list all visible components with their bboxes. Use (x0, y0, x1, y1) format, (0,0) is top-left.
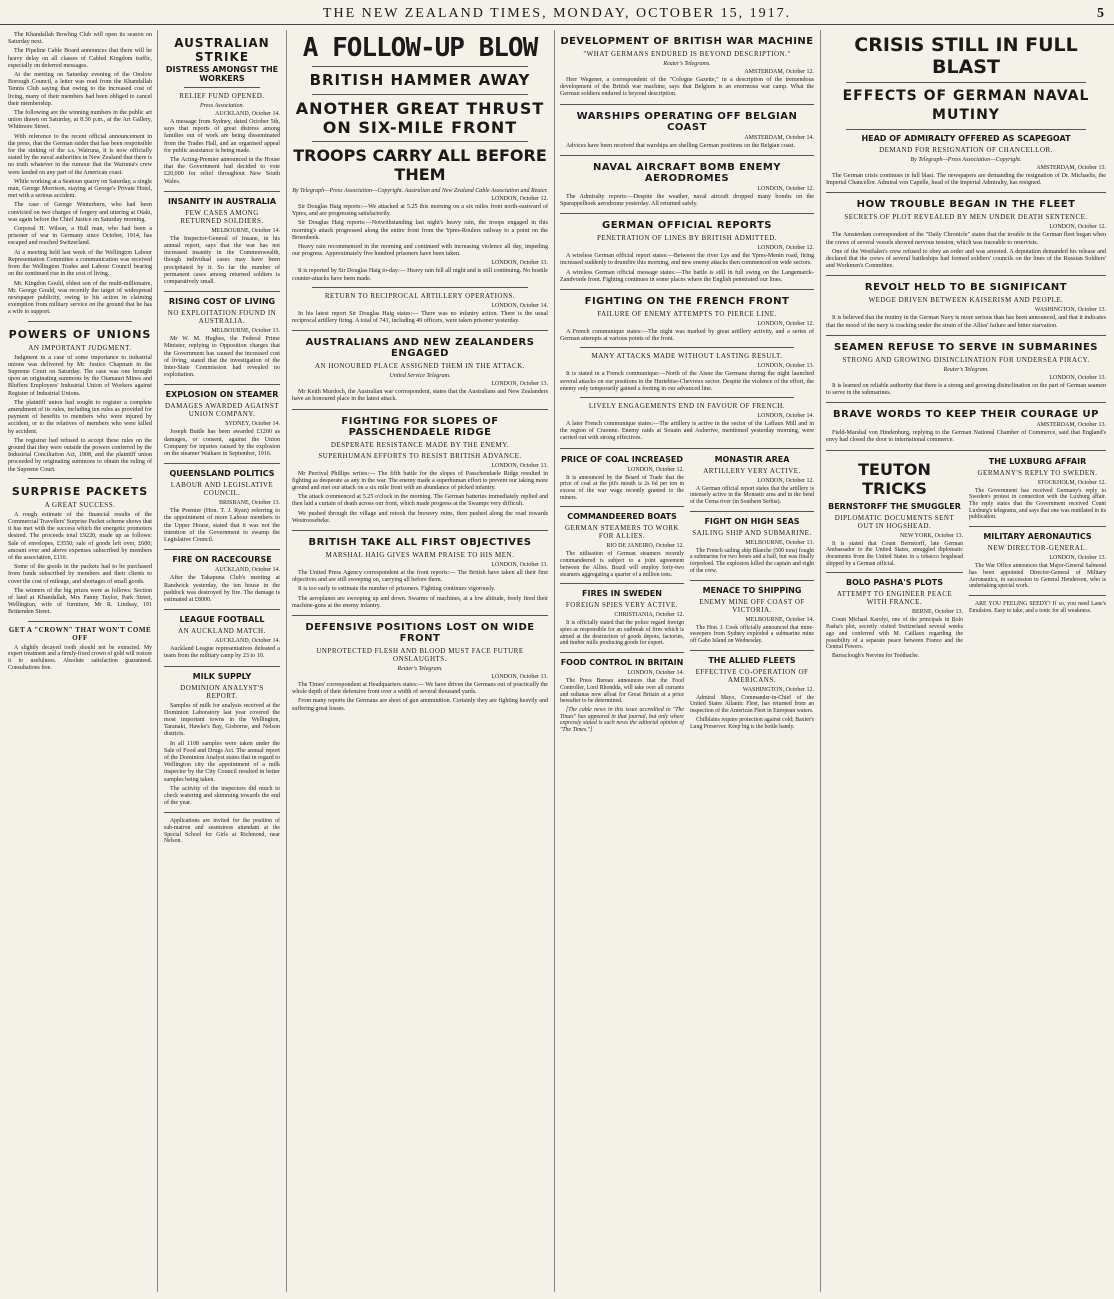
column-5 (822, 30, 1110, 1292)
paragraph: The Khandallah Bowling Club will open its season on Saturday next. (8, 32, 152, 46)
article-headline: MENACE TO SHIPPING (702, 585, 802, 595)
dateline: LONDON, October 13. (491, 381, 548, 388)
article-subhead: LIVELY ENGAGEMENTS END IN FAVOUR OF FRENCH. (588, 402, 786, 411)
divider (560, 104, 814, 105)
paragraph: The Press Bureau announces that the Food Controller, Lord Rhondda, will take over all currants and sultanas now afloat for Great Britain at a price hereafter to be determined. (560, 678, 684, 705)
dateline: LONDON, October 13. (491, 674, 548, 681)
paragraph: The plaintiff union had sought to register a complete amendment of its rules, including ten rules as provided for payment of benefits to members who were injured by accident, or to the relatives of members who were killed by accident. (8, 399, 152, 435)
divider (560, 448, 814, 449)
article-headline: FIGHTING FOR SLOPES OF PASSCHENDAELE RIDGE (341, 415, 499, 438)
dateline: LONDON, October 14. (627, 670, 684, 677)
divider (690, 580, 814, 581)
divider (560, 155, 814, 156)
paragraph: It is reported by Sir Douglas Haig to-day:— Heavy rain fell all night and is still continuing. No hostile counter-attacks have been made. (292, 268, 548, 282)
dateline: AUCKLAND, October 14. (215, 111, 280, 117)
main-subheadline: TROOPS CARRY ALL BEFORE THEM (293, 146, 547, 184)
two-column-block (826, 456, 1106, 662)
paragraph: The case of George Winterburn, who had been convicted on two charges of forgery and uttering at Otaki, was again before the Chief Justice on Saturday morning. (8, 202, 152, 223)
article-headline: MONASTIR AREA (714, 454, 790, 464)
article-subhead: UNPROTECTED FLESH AND BLOOD MUST FACE FUTURE ONSLAUGHTS. (316, 647, 524, 664)
dateline: LONDON, October 13. (491, 260, 548, 267)
divider (826, 450, 1106, 451)
column-2 (160, 30, 284, 1292)
paragraph: A German official report states that the artillery is intensely active in the Monastir area and in the bend of the Cerna river (in Southern Serbia). (690, 485, 814, 506)
paragraph: A rough estimate of the financial results of the Commercial Travellers' Surprise Packet scheme shows that it has met with the success which the energetic promoters desired. The proceeds total £9220, made up as follows: Sale of envelopes, £3550; sale of goods left over, £600; amount over and above expenses subscribed by members of the association, £110. (8, 511, 152, 561)
divider (164, 384, 280, 385)
main-subheadline: ANOTHER GREAT THRUST ON SIX-MILE FRONT (295, 99, 545, 137)
article-headline: BRITISH TAKE ALL FIRST OBJECTIVES (308, 537, 532, 549)
paragraph: The Pipeline Cable Board announces that there will be heavy delay on all classes of Cabled Kingdom traffic, especially on deferred messages. (8, 48, 152, 69)
dateline: MELBOURNE, October 13. (745, 539, 814, 546)
divider (580, 397, 794, 398)
masthead (0, 6, 1114, 25)
dateline: MELBOURNE, October 13. (211, 328, 280, 335)
article-headline: FIRES IN SWEDEN (582, 589, 662, 599)
column-4 (556, 30, 818, 1292)
article-subhead: WEDGE DRIVEN BETWEEN KAISERISM AND PEOPLE. (868, 296, 1064, 305)
dateline: BRISBANE, October 13. (219, 500, 280, 507)
article-headline: BOLO PASHA'S PLOTS (846, 578, 943, 588)
page-number: 5 (1097, 6, 1104, 21)
divider (846, 129, 1086, 130)
editorial-note: [The cable news in this issue accredited to "The Times" has appeared in that journal, but only where expressly stated is such news the editorial opinion of "The Times."] (560, 706, 684, 734)
wire-credit: Reuter's Telegrams. (663, 61, 711, 67)
divider (164, 291, 280, 292)
article-headline: FIGHT ON HIGH SEAS (704, 516, 800, 526)
paragraph: The Hon. J. Cook officially announced that mine-sweepers from Sydney exploded a submarine mine off Gabo Island on Wednesday. (690, 624, 814, 644)
article-subhead: SUPERHUMAN EFFORTS TO RESIST BRITISH ADVANCE. (318, 451, 522, 460)
sub-column-left (560, 454, 684, 736)
article-subhead: NO EXPLOITATION FOUND IN AUSTRALIA. (167, 309, 277, 326)
paragraph: We pushed through the village and retook the brewery ruins, then pushed along the road towards Westroosebeke. (292, 510, 548, 524)
paragraph: Admiral Mayo, Commander-in-Chief of the United States Atlantic Fleet, has returned from an inspection of the American Fleet in European waters. (690, 694, 814, 715)
article-subhead: MANY ATTACKS MADE WITHOUT LASTING RESULT. (591, 352, 783, 361)
paragraph: It is stated that Count Bernstorff, late German Ambassador to the United States, smuggled diplomatic documents from the United States in a tobacco hogshead shipped by a German official. (826, 540, 963, 567)
dateline: LONDON, October 12. (1049, 224, 1106, 231)
divider (580, 347, 794, 348)
wire-credit: Press Association. (199, 103, 244, 109)
article-headline: THE ALLIED FLEETS (708, 655, 796, 665)
article-subhead: A GREAT SUCCESS. (44, 500, 116, 509)
paragraph: At the meeting on Saturday evening of the Onslow Borough Council, a letter was read from the Khandallah Tennis Club saying that owing to the increased cost of living, many of their members had been obliged to cancel their membership. (8, 72, 152, 107)
article-headline: AUSTRALIANS AND NEW ZEALANDERS ENGAGED (305, 337, 535, 360)
article-headline: MILK SUPPLY (192, 671, 252, 681)
article-headline: FIRE ON RACECOURSE (172, 555, 272, 565)
dateline: CHRISTIANIA, October 12. (614, 612, 684, 619)
divider (292, 615, 548, 616)
paragraph: Sir Douglas Haig reports:—Notwithstanding last night's heavy rain, the troops engaged in this morning's attack progressed along the entire front from the Ypres-Roulers railway to a point on the Broenbeek. (292, 220, 548, 241)
article-subhead: PENETRATION OF LINES BY BRITISH ADMITTED. (596, 234, 778, 243)
article-subhead: RELIEF FUND OPENED. (179, 92, 265, 100)
paragraph: The registrar had refused to accept these rules on the ground that they were outside the powers conferred by the Industrial Conciliation Act, 1908, and the plaintiff union proceeded by originating summons to obtain the ruling of the Supreme Court. (8, 437, 152, 473)
divider (826, 335, 1106, 336)
divider (560, 213, 814, 214)
paragraph: Heavy rain recommenced in the morning and continued with increasing violence all day, impeding our progress. Approximately five hundred prisoners have been taken. (292, 244, 548, 258)
article-subhead: DIPLOMATIC DOCUMENTS SENT OUT IN HOGSHEAD. (834, 513, 955, 530)
paragraph: The United Press Agency correspondent at the front reports:— The British have taken all their first objectives and are still sweeping on, carrying all before them. (292, 570, 548, 584)
article-subhead: LABOUR AND LEGISLATIVE COUNCIL. (170, 481, 274, 498)
paragraph: The French sailing ship Blanche (500 tons) fought a submarine for two hours and a half, but was finally torpedoed. The explosion killed the captain and eight of the crew. (690, 547, 814, 574)
paragraph: Count Michael Karolyi, one of the principals in Bolo Pasha's plot, secretly visited Switzerland several weeks ago and conferred with M. Caillaux regarding the possibility of a separate peace between France and the Central Powers. (826, 617, 963, 651)
column-3 (288, 30, 552, 1292)
paragraph: While working at a Seatoun quarry on Saturday, a single man, George Morrison, staying at George's Private Hotel, met with a serious accident. (8, 178, 152, 200)
wire-credit: Reuter's Telegram. (943, 366, 989, 373)
sub-column-right (969, 456, 1106, 662)
dateline: AUCKLAND, October 14. (215, 638, 280, 645)
article-subhead: FAILURE OF ENEMY ATTEMPTS TO PIERCE LINE. (597, 310, 777, 319)
divider (28, 621, 132, 622)
paragraph: The activity of the inspectors did much to check watering and skimming towards the end of the year. (164, 785, 280, 807)
article-headline: AUSTRALIAN STRIKE (174, 36, 270, 64)
article-subhead: NEW DIRECTOR-GENERAL. (987, 544, 1088, 553)
article-headline: DEVELOPMENT OF BRITISH WAR MACHINE (560, 36, 814, 47)
article-subhead: ENEMY MINE OFF COAST OF VICTORIA. (699, 597, 805, 614)
paragraph: A message from Sydney, dated October 5th, says that reports of great distress among families out of work are being disseminated from the Trades Hall, and an organised appeal for public assistance is being made. (164, 119, 280, 154)
divider (826, 572, 963, 573)
divider (969, 526, 1106, 527)
paragraph: The Admiralty reports:—Despite the weather, naval aircraft dropped many bombs on the Sparappelhoek aerodrome yesterday. All returned safely. (560, 193, 814, 208)
dateline: STOCKHOLM, October 12. (1037, 479, 1106, 486)
divider (312, 141, 528, 142)
paragraph: The Acting-Premier announced in the House that the Government had decided to vote £20,000 for relief throughout New South Wales. (164, 157, 280, 185)
paragraph: Some of the goods in the packets had to be purchased from funds subscribed by members and their clients to cover the cost of mileage, and shortages of small goods. (8, 564, 152, 585)
paragraph: The Times' correspondent at Headquarters states:— We have driven the Germans out of practically the whole depth of their defensive front over a width of several thousand yards. (292, 682, 548, 696)
paragraph: It is believed that the mutiny in the German Navy is more serious than has been announced, and that it indicates that the mood of the navy is cracking under the strain of the Allies' failure and bitter starvation. (826, 315, 1106, 329)
divider (292, 409, 548, 410)
divider (826, 275, 1106, 276)
article-headline: RISING COST OF LIVING (168, 297, 276, 307)
dateline: LONDON, October 12. (757, 245, 814, 252)
column-rule (820, 30, 821, 1292)
main-subheadline: BRITISH HAMMER AWAY (309, 71, 531, 89)
paragraph: Samples of milk for analysis received at the Dominion Laboratory last year covered the most important towns in the Wellington, Taranaki, Hawke's Bay, Gisborne, and Nelson districts. (164, 702, 280, 738)
column-rule (554, 30, 555, 1292)
paragraph: It is officially stated that the police regard foreign spies as responsible for an outbreak of fires which is aimed at the destruction of goods depots, factories, and timber mills producing goods for export. (560, 620, 684, 647)
dateline: WASHINGTON, October 13. (1034, 307, 1106, 314)
divider (164, 463, 280, 464)
article-headline: COMMANDEERED BOATS (567, 512, 677, 522)
dateline: LONDON, October 12. (627, 466, 684, 473)
article-subhead: HEAD OF ADMIRALTY OFFERED AS SCAPEGOAT (861, 134, 1071, 143)
paragraph: The Inspector-General of Insane, in his annual report, says that the war has not increased insanity in the Commonwealth, though individual cases may have been precipitated by it. So far the number of permanent cases among returned soldiers is comparatively small. (164, 235, 280, 286)
dateline: LONDON, October 12. (757, 321, 814, 328)
dateline: LONDON, October 12. (757, 185, 814, 192)
article-headline: QUEENSLAND POLITICS (169, 469, 275, 479)
paragraph: A wireless German official report states:—Between the river Lys and the Ypres-Menin road, firing increased suddenly to drumfire this morning, and new enemy attacks then commenced on wide sectors. (560, 253, 814, 267)
paragraph: Herr Wegener, a correspondent of the "Cologne Gazette," in a description of the tremendous development of the British war machine, says that Belgium is an enormous war camp. What the German soldiers endured is beyond description. (560, 77, 814, 98)
advert-text: Chilblains require protection against cold; Baxter's Lung Preserver. Keep big is the bottle handy. (690, 716, 814, 730)
divider (312, 94, 528, 95)
paragraph: One of the Westfalen's crew refused to obey an order and was arrested. A deputation demanded his release and declared that the crews of several battleships had formed soldiers' councils on the lines of the Russian Soldiers' and Workmen's Committee. (826, 248, 1106, 270)
divider (164, 609, 280, 610)
article-headline: FIGHTING ON THE FRENCH FRONT (584, 296, 790, 308)
article-subhead: EFFECTIVE CO-OPERATION OF AMERICANS. (695, 667, 809, 684)
advert-text: A slightly decayed tooth should not be extracted. My expert treatment and a firmly-fixed crown of gold will restore it to usefulness. Absolute satisfaction guaranteed. Consultations free. (8, 644, 152, 671)
divider (28, 478, 132, 479)
article-subhead: "WHAT GERMANS ENDURED IS BEYOND DESCRIPTION." (583, 50, 791, 58)
paragraph: Joseph Buttle has been awarded £1200 as damages, or consent, against the Union Company for injuries caused by the explosion on the steamer Waikare in September, 1916. (164, 429, 280, 458)
divider (826, 192, 1106, 193)
divider (690, 511, 814, 512)
article-subhead: ATTEMPT TO ENGINEER PEACE WITH FRANCE. (836, 590, 953, 607)
divider (560, 506, 684, 507)
article-subhead: GERMANY'S REPLY TO SWEDEN. (977, 468, 1098, 477)
article-headline: HOW TROUBLE BEGAN IN THE FLEET (856, 199, 1076, 211)
paragraph: The aeroplanes are swooping up and down. Swarms of machines, at a low altitude, freely fired their machine-guns at the enemy infantry. (292, 595, 548, 609)
paragraph: A wireless German official message states:—The battle is still in full swing on the Langemarck-Zandvorde front. Fighting continues in some places where the English penetrated our lines. (560, 269, 814, 283)
article-subhead: STRONG AND GROWING DISINCLINATION FOR UNDERSEA PIRACY. (842, 355, 1090, 364)
paragraph: The Government has received Germany's reply to Sweden's protest in connection with the Luxburg affair. The reply states that the Government received Count Luxburg's telegrams, and says that one was mutilated in its publication. (969, 487, 1106, 521)
article-headline: TEUTON TRICKS (858, 459, 931, 498)
article-headline: SURPRISE PACKETS (11, 484, 149, 498)
paragraph: The Premier (Hon. T. J. Ryan) referring to the appointment of more Labour members to the Upper House, stated that it was not the intention of the Government to swamp the Legislative Council. (164, 508, 280, 544)
paragraph: Advices have been received that warships are shelling German positions on the Belgian coast. (566, 142, 796, 149)
wire-credit: United Service Telegram. (389, 373, 451, 380)
divider (164, 549, 280, 550)
article-headline: REVOLT HELD TO BE SIGNIFICANT (864, 282, 1068, 294)
paragraph: It is stated in a French communique:—North of the Aisne the Germans during the night launched several attacks on our positions in the Hurtebise-Chevreux sector. Despite the violence of the effort, the enemy only temporarily gained a footing in our advanced line. (560, 371, 814, 392)
main-headline: CRISIS STILL IN FULL BLAST (854, 34, 1078, 78)
paragraph: The utilisation of German steamers recently commandeered is subject to a joint agreement between the Allies. Brazil will employ forty-two steamers aggregating a quarter of a million tons. (560, 551, 684, 578)
article-subhead: AN HONOURED PLACE ASSIGNED THEM IN THE ATTACK. (314, 362, 526, 371)
article-subhead: MARSHAL HAIG GIVES WARM PRAISE TO HIS MEN. (325, 551, 515, 560)
divider (292, 530, 548, 531)
paragraph: It is learned on reliable authority that there is a strong and growing disinclination on the part of German seamen to serve in the submarines. (826, 382, 1106, 397)
article-headline: PRICE OF COAL INCREASED (561, 454, 683, 464)
article-headline: BRAVE WORDS TO KEEP THEIR COURAGE UP (833, 409, 1099, 421)
divider (560, 652, 684, 653)
dateline: SYDNEY, October 14. (225, 421, 280, 428)
dateline: LONDON, October 13. (491, 562, 548, 569)
article-headline: POWERS OF UNIONS (8, 327, 152, 341)
article-subhead: DESPERATE RESISTANCE MADE BY THE ENEMY. (330, 440, 510, 449)
article-subhead: RETURN TO RECIPROCAL ARTILLERY OPERATIONS. (324, 291, 516, 300)
paragraph: The German crisis continues in full blast. The newspapers are demanding the resignation of Dr. Michaelis, the Imperial Chancellor. Admiral von Capelle, head of the Imperial Admiralty, has resigned. (826, 173, 1106, 187)
dateline: WASHINGTON, October 12. (742, 686, 814, 693)
article-subhead: AN IMPORTANT JUDGMENT. (28, 343, 132, 352)
paragraph: In his latest report Sir Douglas Haig states:— There was no infantry action. There is the usual reciprocal artillery firing. A total of 741, including 49 officers, were taken prisoner yesterday. (292, 310, 548, 325)
article-subhead: DISTRESS AMONGST THE WORKERS (165, 65, 279, 83)
dateline: LONDON, October 13. (1049, 374, 1106, 381)
article-subhead: DEMAND FOR RESIGNATION OF CHANCELLOR. (879, 146, 1053, 154)
paragraph: Sir Douglas Haig reports:—We attacked at 5.25 this morning on a six miles front north-eastward of Ypres, and are progressing satisfactorily. (292, 204, 548, 218)
paragraph: The War Office announces that Major-General Salmond has been appointed Director-General of Military Aeronautics, in succession to General Henderson, who is undertaking special work. (969, 563, 1106, 590)
dateline: AMSTERDAM, October 12. (744, 69, 814, 75)
article-headline: NAVAL AIRCRAFT BOMB ENEMY AERODROMES (592, 161, 782, 184)
main-headline: A FOLLOW-UP BLOW (302, 33, 538, 63)
article-subhead: GERMAN STEAMERS TO WORK FOR ALLIES. (565, 524, 679, 541)
paragraph: Mr W. M. Hughes, the Federal Prime Minister, replying to Opposition charges that the Government has caused the increased cost of living, stated that the investigation of the Inter-State Commission had revealed no exploitation. (164, 336, 280, 379)
column-rule (157, 30, 158, 1292)
divider (969, 595, 1106, 596)
wire-credit: By Telegraph—Press Association—Copyright. Australian and New Zealand Cable Association and Reuter. (292, 188, 548, 194)
article-headline: EXPLOSION ON STEAMER (165, 390, 279, 400)
paragraph: The winners of the big prizes were as follows: Section of land at Khandallah, Mrs Fanny Taylor, Park Street, Wellington, wife of furniture, Mr R. Lindsay, 191 Brittenden Street. (8, 587, 152, 616)
divider (164, 666, 280, 667)
advert-text: ARE YOU FEELING SEEDY? If so, you need Lane's Emulsion. Easy to take, and a tonic for all weakness. (969, 600, 1106, 614)
paragraph: Applications are invited for the position of sub-matron and seamstress attendant at the Special School for Girls at Richmond, near Nelson. (164, 818, 280, 845)
dateline: LONDON, October 13. (491, 462, 548, 469)
article-headline: FOOD CONTROL IN BRITAIN (560, 658, 684, 668)
divider (28, 321, 132, 322)
dateline: AMSTERDAM, October 13. (1036, 165, 1106, 171)
wire-credit: Reuter's Telegram. (397, 666, 443, 673)
advert-text: Barraclough's Nervine for Toothache. (832, 652, 920, 659)
paragraph: Judgment in a case of some importance to industrial unions was delivered by Mr. Justice Chapman in the Supreme Court on Saturday. The case was one brought upon an originating summons by the Otamauri Mines and Bluffers Employees' Industrial Union of Workers against Register of Industrial Unions. (8, 354, 152, 397)
dateline: BERNE, October 13. (912, 609, 963, 616)
paragraph: It is announced by the Board of Trade that the price of coal at the pit's mouth is 2s 6d per ton in excess of the war wage recently granted to the miners. (560, 474, 684, 501)
paragraph: Mr Percival Phillips writes:— The fifth battle for the slopes of Passchendaele Ridge resulted in fighting as desperate as any in the war. The enemy made a superhuman effort to prevent our taking more ground and met our attack on a six mile front with an abundance of picked infantry. (292, 470, 548, 492)
dateline: RIO DE JANEIRO, October 12. (606, 543, 684, 550)
paragraph: Mr Keith Murdoch, the Australian war correspondent, states that the Australians and New Zealanders have an honoured place in the latest attack. (292, 389, 548, 403)
article-headline: BERNSTORFF THE SMUGGLER (828, 501, 961, 511)
paragraph: From many reports the Germans are short of gun ammunition. Certainly they are fighting heavily and suffering great losses. (292, 698, 548, 712)
divider (560, 583, 684, 584)
two-column-block (560, 454, 814, 736)
paragraph: The following are the winning numbers in the public art union drawn on Saturday, at 8.30 p.m., at the Art Gallery, Whitmore Street. (8, 110, 152, 131)
article-subhead: SAILING SHIP AND SUBMARINE. (692, 528, 812, 537)
divider (164, 191, 280, 192)
paragraph: Mr. Kingdon Gould, eldest son of the multi-millionaire, Mr. George Gould, was recently the target of widespread newspaper publicity, owing to his action in claiming exemption from military service on the ground that he has a wife to support. (8, 280, 152, 316)
sub-column-left (826, 456, 963, 662)
dateline: AMSTERDAM, October 14. (744, 134, 814, 141)
article-subhead: DAMAGES AWARDED AGAINST UNION COMPANY. (165, 402, 279, 419)
divider (846, 82, 1086, 83)
masthead-title: THE NEW ZEALAND TIMES, MONDAY, OCTOBER 15, 1917. (322, 6, 792, 21)
dateline: NEW YORK, October 13. (899, 532, 963, 539)
paragraph: At a meeting held last week of the Wellington Labour Representation Committee a communication was received from the Wellington Trades and Labour Council bearing on the continued rise in the cost of living. (8, 249, 152, 278)
divider (560, 289, 814, 290)
divider (826, 402, 1106, 403)
paragraph: The attack commenced at 5.25 o'clock in the morning. The German batteries immediately replied and then laid a curtain of death across our front, which made progress at the Swamps very difficult. (292, 494, 548, 508)
article-subhead: ARTILLERY VERY ACTIVE. (703, 466, 801, 475)
article-headline: WARSHIPS OPERATING OFF BELGIAN COAST (576, 110, 798, 133)
article-headline: MILITARY AERONAUTICS (983, 532, 1092, 542)
divider (312, 66, 528, 67)
dateline: LONDON, October 13. (1049, 555, 1106, 562)
divider (164, 812, 280, 813)
dateline: LONDON, October 14. (491, 302, 548, 309)
paragraph: A later French communique states:—The artillery is active in the sector of the Laffaux Mill and in the region of Craonne. Enemy raids at Souain and Auberive, mentioned yesterday morning, were carried out with strong effectives. (560, 421, 814, 442)
paragraph: A French communique states:—The night was marked by great artillery activity, and a series of German attempts at various points of the front. (560, 329, 814, 343)
main-subheadline: EFFECTS OF GERMAN NAVAL MUTINY (842, 88, 1090, 123)
article-subhead: FOREIGN SPIES VERY ACTIVE. (565, 601, 679, 610)
dateline: AMSTERDAM, October 13. (1036, 422, 1106, 429)
paragraph: Field-Marshal von Hindenburg, replying to the German National Chamber of Commerce, said that England's envy had closed the door to international commerce. (826, 430, 1106, 444)
divider (184, 87, 260, 88)
dateline: MELBOURNE, October 14. (745, 616, 814, 623)
article-subhead: AN AUCKLAND MATCH. (178, 627, 266, 636)
article-headline: INSANITY IN AUSTRALIA (167, 196, 277, 206)
article-headline: SEAMEN REFUSE TO SERVE IN SUBMARINES (833, 341, 1099, 353)
article-subhead: FEW CASES AMONG RETURNED SOLDIERS. (180, 208, 264, 225)
divider (312, 287, 528, 288)
divider (690, 650, 814, 651)
article-subhead: DOMINION ANALYST'S REPORT. (180, 683, 264, 700)
sub-column-right (690, 454, 814, 736)
article-subhead: SECRETS OF PLOT REVEALED BY MEN UNDER DEATH SENTENCE. (844, 213, 1088, 222)
paragraph: The Amsterdam correspondent of the "Daily Chronicle" states that the trouble in the German fleet began when the crews of several vessels showed nervous tension, which was traceable to reservists. (826, 232, 1106, 246)
dateline: LONDON, October 12. (757, 477, 814, 484)
dateline: LONDON, October 12. (491, 196, 548, 202)
article-headline: LEAGUE FOOTBALL (179, 615, 265, 625)
paragraph: With reference to the recent official announcement in the press, that the German raider that has been responsible for the sinking of the s.s. Wairuna, it is now officially stated by the naval authorities in New Zealand that there is no truth whatever in the rumour that the Wairuna's crew were landed on any part of the American coast. (8, 133, 152, 176)
dateline: MELBOURNE, October 14. (211, 227, 280, 234)
wire-credit: By Telegraph—Press Association—Copyright. (910, 157, 1022, 163)
column-1 (4, 30, 156, 1292)
divider (292, 330, 548, 331)
paragraph: Auckland League representatives defeated a team from the military camp by 23 to 10. (164, 646, 280, 660)
paragraph: It is too early to estimate the number of prisoners. Fighting continues vigorously. (298, 586, 496, 593)
advert-headline: GET A "CROWN" THAT WON'T COME OFF (8, 625, 152, 642)
dateline: AUCKLAND, October 14. (215, 567, 280, 574)
paragraph: After the Takapuna Club's meeting at Randwick yesterday, the ten house in the paddock was destroyed by fire. The damage is estimated at £8000. (164, 575, 280, 603)
article-headline: GERMAN OFFICIAL REPORTS (602, 220, 772, 232)
paragraph: In all 1108 samples were taken under the Sale of Food and Drugs Act. The annual report of the Dominion Analyst states that in regard to Wellington city the appointment of a milk inspector by the City Council resulted in better samples being taken. (164, 740, 280, 783)
article-headline: DEFENSIVE POSITIONS LOST ON WIDE FRONT (305, 622, 535, 645)
dateline: LONDON, October 13. (757, 363, 814, 370)
dateline: LONDON, October 14. (757, 413, 814, 420)
article-headline: THE LUXBURG AFFAIR (988, 456, 1087, 466)
column-rule (286, 30, 287, 1292)
paragraph: Corporal H. Wilson, a Hull man, who had been a prisoner of war in Germany since October, 1914, has escaped and reached Switzerland. (8, 226, 152, 247)
